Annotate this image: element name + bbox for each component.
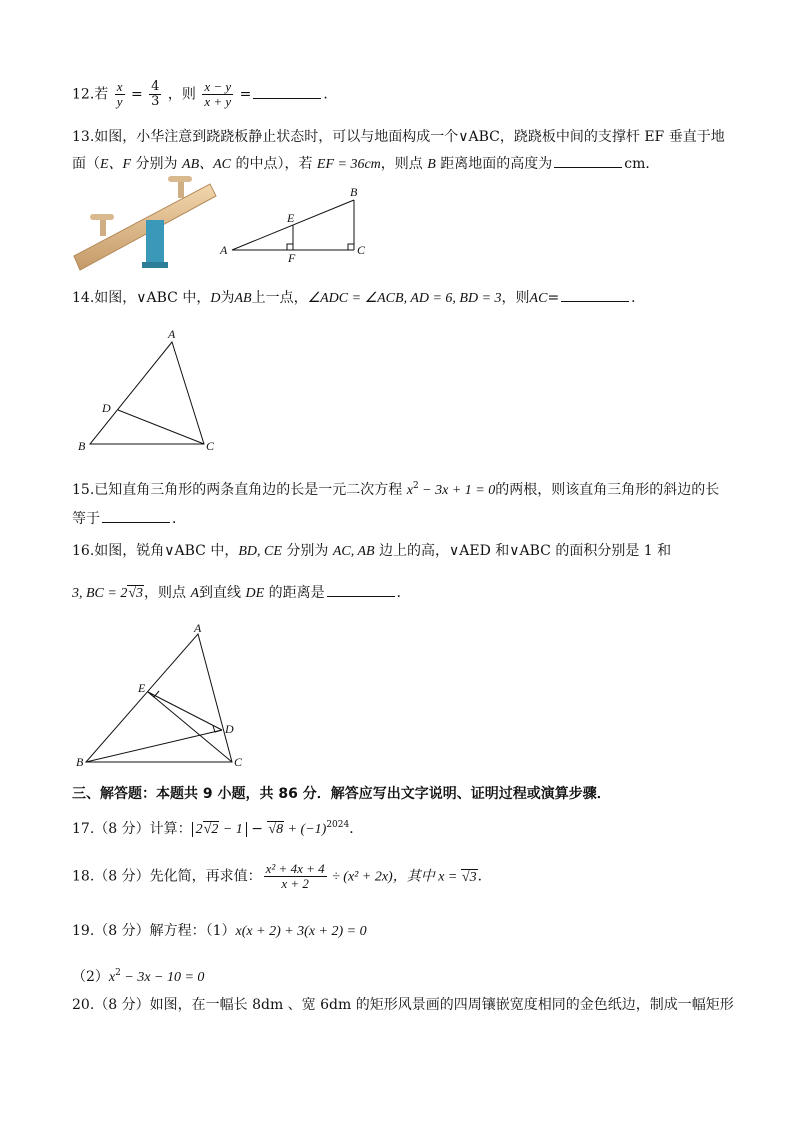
label-B: B <box>78 439 86 453</box>
seesaw-illustration <box>70 172 220 274</box>
q12-prefix: 12.若 <box>72 86 109 103</box>
q13-triangle-figure <box>212 182 377 264</box>
answer-blank[interactable] <box>561 287 629 302</box>
absolute-value: 2√2 − 1 <box>192 822 247 837</box>
answer-blank[interactable] <box>102 508 170 523</box>
fraction-x-over-y: $\frac{x}{y}$ <box>116 79 123 109</box>
question-16-line-1: 16.如图，锐角∨ABC 中，BD, CE 分别为 AC, AB 边上的高，∨AED 和∨ABC 的面积分别是 1 和 <box>72 543 672 559</box>
label-C: C <box>357 243 366 257</box>
label-E: E <box>287 211 295 225</box>
label-B: B <box>350 185 358 199</box>
question-13-line-1: 13.如图，小华注意到跷跷板静止状态时，可以与地面构成一个∨ABC，跷跷板中间的支撑杆 EF 垂直于地 <box>72 129 725 145</box>
fraction-expression: $\frac{x - y}{x + y}$ <box>204 79 232 109</box>
label-D: D <box>102 401 111 415</box>
label-D: D <box>225 722 234 736</box>
question-15-line-1: 15.已知直角三角形的两条直角边的长是一元二次方程 $x^2 - 3x + 1 = 0$的两根，则该直角三角形的斜边的长 <box>72 481 720 498</box>
answer-blank[interactable] <box>554 153 622 168</box>
question-17: 17.（8 分）计算： $2√2 - 1 - √8 + (-1)^{2024}$． <box>72 820 364 837</box>
sqrt-symbol: √3 <box>461 869 477 885</box>
fraction-4-over-3: $\frac{4}{3}$ <box>151 79 160 109</box>
fraction-expression: $\frac{\text{x² + 4x + 4}}{x + 2}$ <box>265 861 325 891</box>
answer-blank[interactable] <box>327 582 395 597</box>
sqrt-symbol: √3 <box>128 586 144 601</box>
label-C: C <box>206 439 215 453</box>
q16-triangle-figure <box>72 620 252 770</box>
question-16-line-2: 3, BC = 2√3，则点 A到直线 DE 的距离是 ． <box>72 582 411 604</box>
label-A: A <box>168 327 176 341</box>
question-13-line-2: 面（E、F 分别为 AB、AC 的中点），若 EF = 36cm，则点 B 距离地面的高度为 cm． <box>72 153 659 175</box>
question-20-line-1: 20.（8 分）如图，在一幅长 8dm 、宽 6dm 的矩形风景画的四周镶嵌宽度相同的金色纸边，制成一幅矩形 <box>72 997 734 1013</box>
question-19-part-1: 19.（8 分）解方程：（1）x(x + 2) + 3(x + 2) = 0 <box>72 923 367 939</box>
label-E: E <box>138 681 146 695</box>
question-19-part-2: $(2)x^2 - 3x - 10 = 0$ <box>72 968 205 985</box>
section-3-heading: 三、解答题：本题共 9 小题，共 86 分．解答应写出文字说明、证明过程或演算步骤． <box>72 786 611 802</box>
answer-blank[interactable] <box>253 84 321 99</box>
question-15-line-2: 等于 ． <box>72 508 186 529</box>
label-A: A <box>220 243 228 257</box>
label-C: C <box>234 755 243 769</box>
q14-triangle-figure <box>74 324 224 456</box>
question-12: 12.若 $\frac{x}{y}$ = $\frac{4}{3}$ ，则 $\frac{x - y}{x + y}$ = ． <box>72 79 338 109</box>
question-18: 18.（8 分）先化简，再求值： $\frac{\text{x² + 4x + 4}}{x + 2}$ ÷ (x² + 2x)，其中 x = √3． <box>72 861 492 891</box>
sqrt-symbol: √8 <box>268 822 284 837</box>
label-A: A <box>194 621 202 635</box>
question-14: 14.如图，∨ABC 中，D为AB上一点，∠ADC = ∠ACB, AD = 6, BD = 3，则AC= ． <box>72 287 645 309</box>
label-B: B <box>76 755 84 769</box>
label-F: F <box>288 251 296 264</box>
